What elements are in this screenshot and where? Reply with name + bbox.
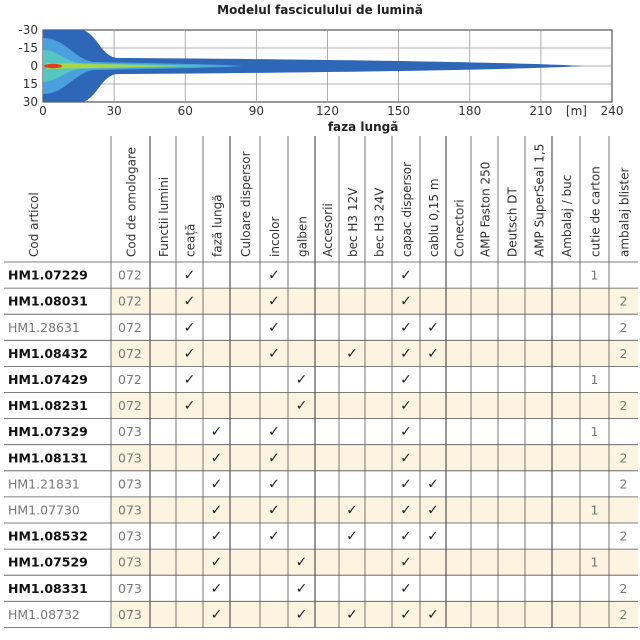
x-tick-label: 180 <box>458 104 482 118</box>
check-mark: ✓ <box>183 319 196 336</box>
check-mark: ✓ <box>346 606 358 623</box>
column-header: cutie de carton <box>588 166 603 257</box>
article-code: HM1.07329 <box>8 424 88 440</box>
check-mark: ✓ <box>268 450 280 467</box>
y-tick-label: 0 <box>30 59 38 73</box>
beam-chart-title: Modelul fasciculului de lumină <box>217 3 423 17</box>
column-header: Culoare dispersor <box>239 151 253 257</box>
row-stripe <box>111 497 638 523</box>
check-mark: ✓ <box>268 293 280 310</box>
carton-qty: 1 <box>590 424 599 440</box>
check-mark: ✓ <box>268 502 280 519</box>
carton-qty: 1 <box>590 371 599 387</box>
article-code: HM1.07429 <box>8 371 88 387</box>
check-mark: ✓ <box>295 580 308 597</box>
homologation-code: 072 <box>118 293 142 309</box>
x-tick-label: 60 <box>177 104 193 118</box>
column-header: bec H3 24V <box>372 187 387 257</box>
row-stripe <box>111 601 638 627</box>
article-code: HM1.07529 <box>8 554 88 570</box>
column-header: Cod de omologare <box>124 146 139 257</box>
check-mark: ✓ <box>210 502 223 519</box>
column-header: Accesorii <box>321 203 335 257</box>
check-mark: ✓ <box>427 476 439 493</box>
check-mark: ✓ <box>400 554 412 571</box>
homologation-code: 073 <box>118 502 142 518</box>
check-mark: ✓ <box>427 502 439 519</box>
check-mark: ✓ <box>210 606 223 623</box>
article-code: HM1.28631 <box>8 319 80 335</box>
check-mark: ✓ <box>400 319 412 336</box>
check-mark: ✓ <box>295 606 308 623</box>
blister-qty: 2 <box>619 606 628 622</box>
x-tick-label: 210 <box>529 104 553 118</box>
check-mark: ✓ <box>346 528 358 545</box>
homologation-code: 073 <box>118 554 142 570</box>
x-tick-label: 0 <box>39 104 47 118</box>
article-code: HM1.07730 <box>8 502 80 518</box>
article-code: HM1.08131 <box>8 450 88 466</box>
check-mark: ✓ <box>183 345 196 362</box>
y-tick-label: 30 <box>22 95 38 109</box>
article-code: HM1.08331 <box>8 580 88 596</box>
column-header: capac dispersor <box>400 162 414 257</box>
column-header: AMP Faston 250 <box>478 161 493 257</box>
homologation-code: 072 <box>118 267 142 283</box>
check-mark: ✓ <box>295 371 308 388</box>
check-mark: ✓ <box>427 319 439 336</box>
check-mark: ✓ <box>268 424 280 441</box>
column-header: Ambalaj / buc <box>560 174 574 257</box>
blister-qty: 2 <box>619 293 628 309</box>
check-mark: ✓ <box>183 267 196 284</box>
column-header: bec H3 12V <box>346 187 360 257</box>
check-mark: ✓ <box>183 371 196 388</box>
article-code: HM1.08031 <box>8 293 88 309</box>
carton-qty: 1 <box>590 554 599 570</box>
article-code: HM1.07229 <box>8 267 88 283</box>
x-tick-label: 120 <box>316 104 339 118</box>
check-mark: ✓ <box>427 345 439 362</box>
column-header: Deutsch DT <box>505 187 520 257</box>
blister-qty: 2 <box>619 476 628 492</box>
column-header: fază lungă <box>210 194 225 257</box>
check-mark: ✓ <box>268 267 280 284</box>
check-mark: ✓ <box>183 398 196 415</box>
y-tick-label: -15 <box>18 41 38 55</box>
blister-qty: 2 <box>619 345 628 361</box>
homologation-code: 072 <box>118 398 142 414</box>
homologation-code: 072 <box>118 345 142 361</box>
carton-qty: 1 <box>590 502 599 518</box>
blister-qty: 2 <box>619 528 628 544</box>
homologation-code: 073 <box>118 450 142 466</box>
column-header: incolor <box>268 216 282 257</box>
homologation-code: 073 <box>118 476 142 492</box>
check-mark: ✓ <box>346 502 358 519</box>
homologation-code: 073 <box>118 528 142 544</box>
article-code: HM1.08231 <box>8 398 88 414</box>
article-code: HM1.21831 <box>8 476 80 492</box>
check-mark: ✓ <box>427 606 439 623</box>
x-axis-title: faza lungă <box>327 120 399 134</box>
check-mark: ✓ <box>346 345 358 362</box>
beam-hotspot <box>44 64 62 68</box>
column-header: ceață <box>183 223 198 257</box>
blister-qty: 2 <box>619 450 628 466</box>
beam-pattern-chart <box>0 16 640 140</box>
check-mark: ✓ <box>400 424 412 441</box>
check-mark: ✓ <box>400 502 412 519</box>
check-mark: ✓ <box>183 293 196 310</box>
check-mark: ✓ <box>210 580 223 597</box>
check-mark: ✓ <box>268 528 280 545</box>
x-tick-label: 240 <box>600 104 624 118</box>
article-code: HM1.08432 <box>8 345 88 361</box>
x-tick-label: 90 <box>248 104 265 118</box>
row-stripe <box>111 445 638 471</box>
check-mark: ✓ <box>400 293 412 310</box>
x-tick-label: [m] <box>565 104 587 118</box>
y-tick-label: -30 <box>18 23 38 37</box>
column-header: Cod articol <box>27 192 41 257</box>
check-mark: ✓ <box>400 345 412 362</box>
check-mark: ✓ <box>268 476 280 493</box>
check-mark: ✓ <box>210 424 223 441</box>
column-header: Functii lumini <box>157 176 171 257</box>
blister-qty: 2 <box>619 580 628 596</box>
y-tick-label: 15 <box>22 77 38 91</box>
check-mark: ✓ <box>400 528 412 545</box>
check-mark: ✓ <box>400 371 412 388</box>
x-tick-label: 150 <box>387 104 411 118</box>
check-mark: ✓ <box>210 528 223 545</box>
check-mark: ✓ <box>210 450 223 467</box>
column-header: cablu 0,15 m <box>427 178 441 257</box>
column-header: AMP SuperSeal 1,5 <box>532 143 547 257</box>
check-mark: ✓ <box>268 319 280 336</box>
check-mark: ✓ <box>268 345 280 362</box>
product-spec-table <box>4 136 638 636</box>
blister-qty: 2 <box>619 398 628 414</box>
article-code: HM1.08532 <box>8 528 88 544</box>
check-mark: ✓ <box>295 554 308 571</box>
homologation-code: 072 <box>118 371 142 387</box>
homologation-code: 073 <box>118 606 142 622</box>
check-mark: ✓ <box>400 267 412 284</box>
check-mark: ✓ <box>400 398 412 415</box>
article-code: HM1.08732 <box>8 606 80 622</box>
column-header: ambalaj blister <box>617 167 632 257</box>
check-mark: ✓ <box>400 476 412 493</box>
check-mark: ✓ <box>400 606 412 623</box>
column-header: Conectori <box>452 199 467 257</box>
homologation-code: 073 <box>118 580 142 596</box>
column-header: galben <box>295 216 310 257</box>
homologation-code: 072 <box>118 319 142 335</box>
check-mark: ✓ <box>210 554 223 571</box>
check-mark: ✓ <box>400 580 412 597</box>
check-mark: ✓ <box>427 528 439 545</box>
carton-qty: 1 <box>590 267 599 283</box>
check-mark: ✓ <box>295 398 308 415</box>
x-tick-label: 30 <box>106 104 122 118</box>
check-mark: ✓ <box>210 476 223 493</box>
row-stripe <box>111 549 638 575</box>
blister-qty: 2 <box>619 319 628 335</box>
homologation-code: 073 <box>118 424 142 440</box>
check-mark: ✓ <box>400 450 412 467</box>
